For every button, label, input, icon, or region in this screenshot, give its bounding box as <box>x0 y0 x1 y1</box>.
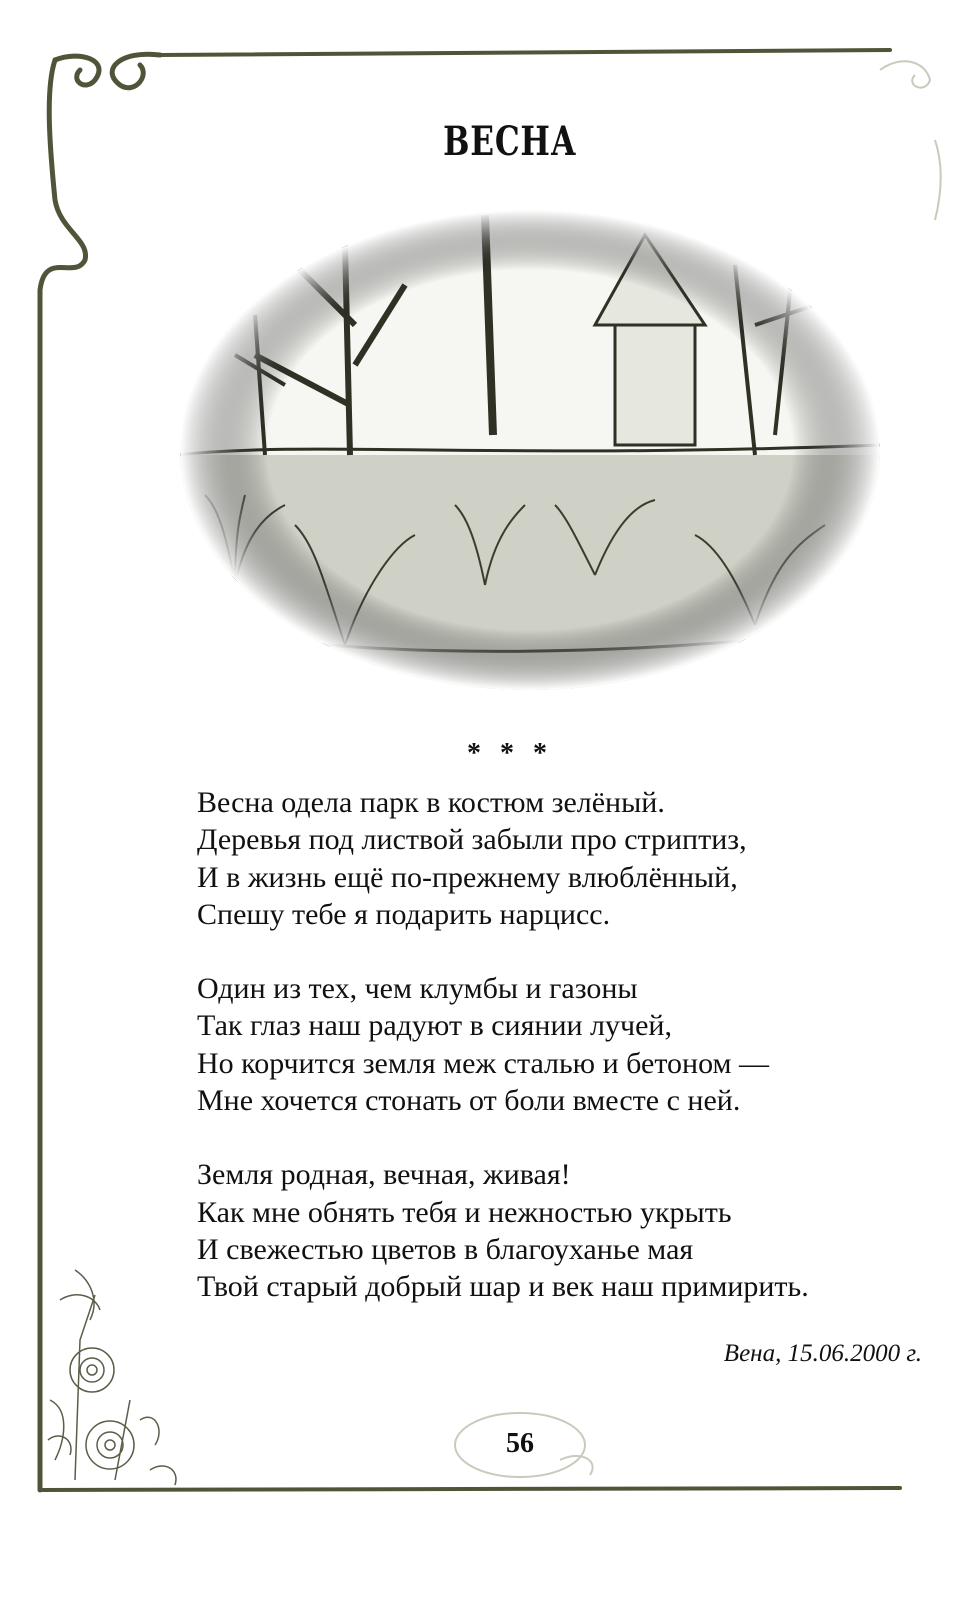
poem-signature-date: Вена, 15.06.2000 г. <box>723 1340 922 1367</box>
poem-line: Спешу тебе я подарить нарцисс. <box>197 897 611 931</box>
poem-line: Весна одела парк в костюм зелёный. <box>197 786 665 819</box>
poem-line: Один из тех, чем клумбы и газоны <box>197 972 638 1006</box>
page-number: 56 <box>506 1428 534 1459</box>
stanza-3 <box>197 1156 809 1305</box>
poem-line: Но корчится земля меж сталью и бетоном — <box>197 1046 770 1080</box>
poem-line: Твой старый добрый шар и век наш примирить. <box>197 1270 809 1304</box>
poem-line: И свежестью цветов в благоуханье мая <box>197 1232 694 1266</box>
section-separator: * * * <box>467 738 553 769</box>
poem-line: И в жизнь ещё по-прежнему влюблённый, <box>197 860 738 894</box>
poem-line: Деревья под листвой забыли про стриптиз, <box>197 823 747 857</box>
rose-ornament-icon <box>48 1270 176 1485</box>
poem-body <box>197 784 809 1343</box>
poem-line: Так глаз наш радуют в сиянии лучей, <box>197 1009 672 1043</box>
spring-park-illustration <box>175 205 885 695</box>
page-title: ВЕСНА <box>443 118 577 165</box>
stanza-2 <box>197 970 809 1119</box>
poem-line: Земля родная, вечная, живая! <box>197 1158 571 1192</box>
poem-line: Как мне обнять тебя и нежностью укрыть <box>197 1195 732 1229</box>
stanza-1 <box>197 784 809 933</box>
poem-line: Мне хочется стонать от боли вместе с ней. <box>197 1084 741 1118</box>
